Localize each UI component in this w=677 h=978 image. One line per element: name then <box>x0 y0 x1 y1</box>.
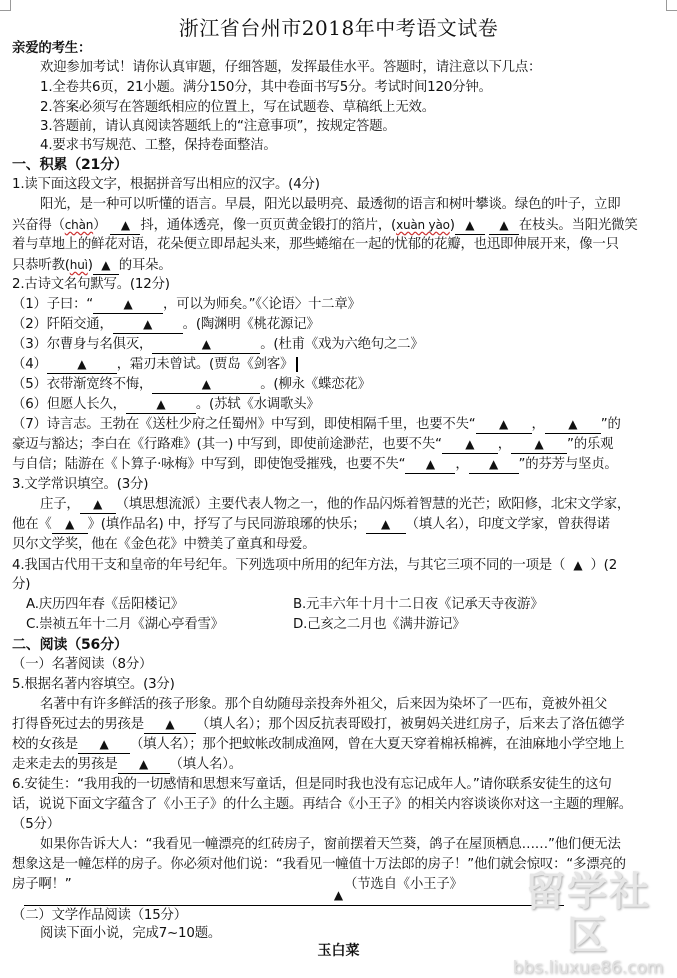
q6-source: （节选自《小王子》 <box>344 877 463 892</box>
note-1: 1.全卷共6页，21小题。满分150分，其中卷面书写5分。考试时间120分钟。 <box>40 80 492 95</box>
triangle-marker-icon: ▲ <box>333 888 344 902</box>
q6-line: （5分） <box>12 817 60 832</box>
triangle-marker-icon: ▲ <box>139 757 149 771</box>
answer-blank[interactable] <box>152 336 260 354</box>
pinyin-chan: chàn <box>64 218 94 232</box>
section1-heading: 一、积累（21分） <box>12 157 128 173</box>
answer-blank[interactable] <box>469 456 519 474</box>
q4-option-d: D.己亥之二月也《满井游记》 <box>293 617 466 632</box>
q2-item-6: （6）但愿人长久， ▲ 。(苏轼《水调歌头》 <box>12 397 320 412</box>
watermark-url: bbs.liuxue86.com <box>512 958 664 978</box>
q3-line: 庄子， ▲ （填思想流派）主要代表人物之一，他的作品闪烁着智慧的光芒；欧阳修，北宋文学家， <box>40 497 631 512</box>
q5-line: 打得昏死过去的男孩是 ▲ （填人名）；那个因反抗表哥殴打，被舅妈关进红房子，后来去了洛伍德学 <box>12 717 625 732</box>
q6-line: 话，说说下面文字蕴含了《小王子》的什么主题。再结合《小王子》的相关内容谈谈你对这一主题的理解。 <box>12 797 632 812</box>
answer-blank[interactable] <box>366 516 406 534</box>
triangle-marker-icon: ▲ <box>165 717 175 731</box>
answer-blank[interactable] <box>442 436 498 454</box>
q4-prompt-cont: 分) <box>12 577 31 592</box>
triangle-marker-icon: ▲ <box>573 558 583 572</box>
triangle-marker-icon: ▲ <box>465 218 475 232</box>
q3-line: 贝尔文学奖，他在《金色花》中赞美了童真和母爱。 <box>12 537 316 552</box>
answer-blank[interactable] <box>144 716 196 734</box>
q2-item-7-line: 与自信；陆游在《卜算子·咏梅》中写到，即使饱受摧残，也要不失“ ▲ ， ▲ ”的芬芳与坚贞。 <box>12 457 618 472</box>
triangle-marker-icon: ▲ <box>120 218 130 232</box>
triangle-marker-icon: ▲ <box>465 437 475 451</box>
q2-item-3: （3）尔曹身与名俱灭， ▲ 。(杜甫《戏为六绝句之二》 <box>12 337 424 352</box>
page-corner-mark <box>0 0 11 11</box>
triangle-marker-icon: ▲ <box>201 377 211 391</box>
subsection-2-instruction: 阅读下面小说，完成7~10题。 <box>40 926 222 941</box>
triangle-marker-icon: ▲ <box>380 517 391 531</box>
q2-item-4: （4） ▲ ，霜刃未曾试。(贾岛《剑客》 <box>12 355 298 375</box>
q2-prompt: 2.古诗文名句默写。(12分) <box>12 277 170 292</box>
answer-blank[interactable] <box>545 416 601 434</box>
q1-passage-line: 阳光，是一种可以听懂的语言。早晨，阳光以最明亮、最透彻的语言和树叶攀谈。绿色的叶子，立即 <box>40 197 621 212</box>
subsection-2-heading: （二）文学作品阅读（15分） <box>12 908 187 923</box>
q4-option-b: B.元丰六年十月十二日夜《记承天寺夜游》 <box>293 597 544 612</box>
answer-blank[interactable] <box>47 356 117 374</box>
note-4: 4.要求书写规范、工整，保持卷面整洁。 <box>40 138 277 153</box>
q6-line: 6.安徒生：“我用我的一切感情和思想来写童话，但是同时我也没有忘记成年人。”请你联系安徒生的这句 <box>12 777 612 792</box>
answer-blank[interactable] <box>511 436 567 454</box>
q5-line: 名著中有许多鲜活的孩子形象。那个自幼随母亲投奔外祖父，后来因为染坏了一匹布，竟被外祖父 <box>40 697 608 712</box>
answer-blank[interactable] <box>126 396 196 414</box>
watermark <box>508 869 668 978</box>
answer-blank[interactable] <box>110 217 140 235</box>
q2-item-7-line: 豪迈与豁达；李白在《行路难》(其一) 中写到，即使前途渺茫，也要不失“ ▲ ， ▲ ”的乐观 <box>12 437 614 452</box>
q5-line: 校的女孩是 ▲ （填人名）；那个把蚊帐改制成渔网，曾在大夏天穿着棉袄棉裤，在油麻地小学空地上 <box>12 737 625 752</box>
answer-blank[interactable] <box>152 376 260 394</box>
q4-prompt: 4.我国古代用干支和皇帝的年号纪年。下列选项中所用的纪年方法，与其它三项不同的一项是（ ▲ ）(2 <box>12 558 618 573</box>
triangle-marker-icon: ▲ <box>93 497 103 511</box>
triangle-marker-icon: ▲ <box>499 218 509 232</box>
answer-blank[interactable] <box>118 756 170 774</box>
triangle-marker-icon: ▲ <box>99 737 109 751</box>
answer-blank[interactable] <box>78 736 130 754</box>
triangle-marker-icon: ▲ <box>201 337 211 351</box>
q5-line: 走来走去的男孩是 ▲ （填人名）。 <box>12 757 242 772</box>
triangle-marker-icon: ▲ <box>568 417 578 431</box>
triangle-marker-icon: ▲ <box>425 457 435 471</box>
q1-passage-line: 着与草地上的鲜花对语，花朵便立即昂起头来，那些蜷缩在一起的忧郁的花瓣，也迅即伸展开来，像一只 <box>12 237 619 252</box>
triangle-marker-icon: ▲ <box>77 357 87 371</box>
triangle-marker-icon: ▲ <box>123 297 133 311</box>
q6-passage: 房子啊！” <box>12 877 72 892</box>
q6-passage: 想象这是一幢怎样的房子。你必须对他们说：“我看见一幢值十万法郎的房子！”他们就会惊叹：“多漂亮的 <box>12 857 626 872</box>
pinyin-xuanyao: xuàn yào <box>396 218 450 232</box>
text-cursor <box>296 357 298 372</box>
q4-option-c: C.崇祯五年十二月《湖心亭看雪》 <box>26 617 224 632</box>
pinyin-hui: huì <box>69 258 88 272</box>
answer-blank[interactable] <box>476 416 532 434</box>
q2-item-1: （1）子曰：“ ▲ ，可以为师矣。”《〈论语〉十二章》 <box>12 297 361 312</box>
answer-blank[interactable] <box>93 296 163 314</box>
triangle-marker-icon: ▲ <box>499 417 509 431</box>
q6-passage: 如果你告诉大人：“我看见一幢漂亮的红砖房子，窗前摆着天竺葵，鸽子在屋顶栖息……”他们便无法 <box>40 837 621 852</box>
triangle-marker-icon: ▲ <box>534 437 544 451</box>
answer-blank[interactable] <box>93 257 119 275</box>
page-corner-mark <box>666 0 677 11</box>
q3-prompt: 3.文学常识填空。(3分) <box>12 477 149 492</box>
intro-text: 欢迎参加考试！请你认真审题，仔细答题，发挥最佳水平。答题时，请注意以下几点： <box>40 60 542 75</box>
answer-blank[interactable] <box>52 516 88 534</box>
q2-item-5: （5）衣带渐宽终不悔， ▲ 。(柳永《蝶恋花》 <box>12 377 371 392</box>
answer-blank[interactable] <box>80 496 116 514</box>
subsection-1-heading: （一）名著阅读（8分） <box>12 657 153 672</box>
answer-blank[interactable] <box>489 217 519 235</box>
greeting: 亲爱的考生： <box>12 41 92 56</box>
section2-heading: 二、阅读（56分） <box>12 637 128 653</box>
answer-blank[interactable] <box>405 456 455 474</box>
answer-blank[interactable] <box>113 316 183 334</box>
triangle-marker-icon: ▲ <box>489 457 499 471</box>
triangle-marker-icon: ▲ <box>143 317 153 331</box>
triangle-marker-icon: ▲ <box>65 517 75 531</box>
answer-blank[interactable] <box>455 217 485 235</box>
q2-item-7: （7）诗言志。王勃在《送杜少府之任蜀州》中写到，即使相隔千里，也要不失“ ▲ ， ▲ ”的 <box>12 417 621 432</box>
note-3: 3.答题前，请认真阅读答题纸上的“注意事项”，按规定答题。 <box>40 119 396 134</box>
q5-prompt: 5.根据名著内容填空。(3分) <box>12 677 175 692</box>
q1-passage-line: 只恭听教(huì) ▲ 的耳朵。 <box>12 258 172 273</box>
note-2: 2.答案必须写在答题纸相应的位置上，写在试题卷、草稿纸上无效。 <box>40 100 435 115</box>
q4-option-a: A.庆历四年春《岳阳楼记》 <box>26 597 184 612</box>
triangle-marker-icon: ▲ <box>156 397 166 411</box>
triangle-marker-icon: ▲ <box>101 258 111 272</box>
q1-passage-line: 兴奋得（chàn） ▲ 抖，通体透亮，像一页页黄金锻打的箔片，(xuàn yào) ▲ ▲ 在枝头。当阳光微笑 <box>12 218 638 233</box>
story-title: 玉白菜 <box>317 943 360 959</box>
exam-title: 浙江省台州市2018年中考语文试卷 <box>178 16 499 40</box>
q1-prompt: 1.读下面这段文字，根据拼音写出相应的汉字。(4分) <box>12 177 320 192</box>
q2-item-2: （2）阡陌交通， ▲ 。(陶渊明《桃花源记》 <box>12 317 320 332</box>
q3-line: 他在《 ▲ 》(填作品名) 中，抒写了与民同游琅琊的快乐； ▲ （填人名），印度文学家，曾获得诺 <box>12 517 610 532</box>
watermark-logo: 留学社区 <box>525 869 651 959</box>
